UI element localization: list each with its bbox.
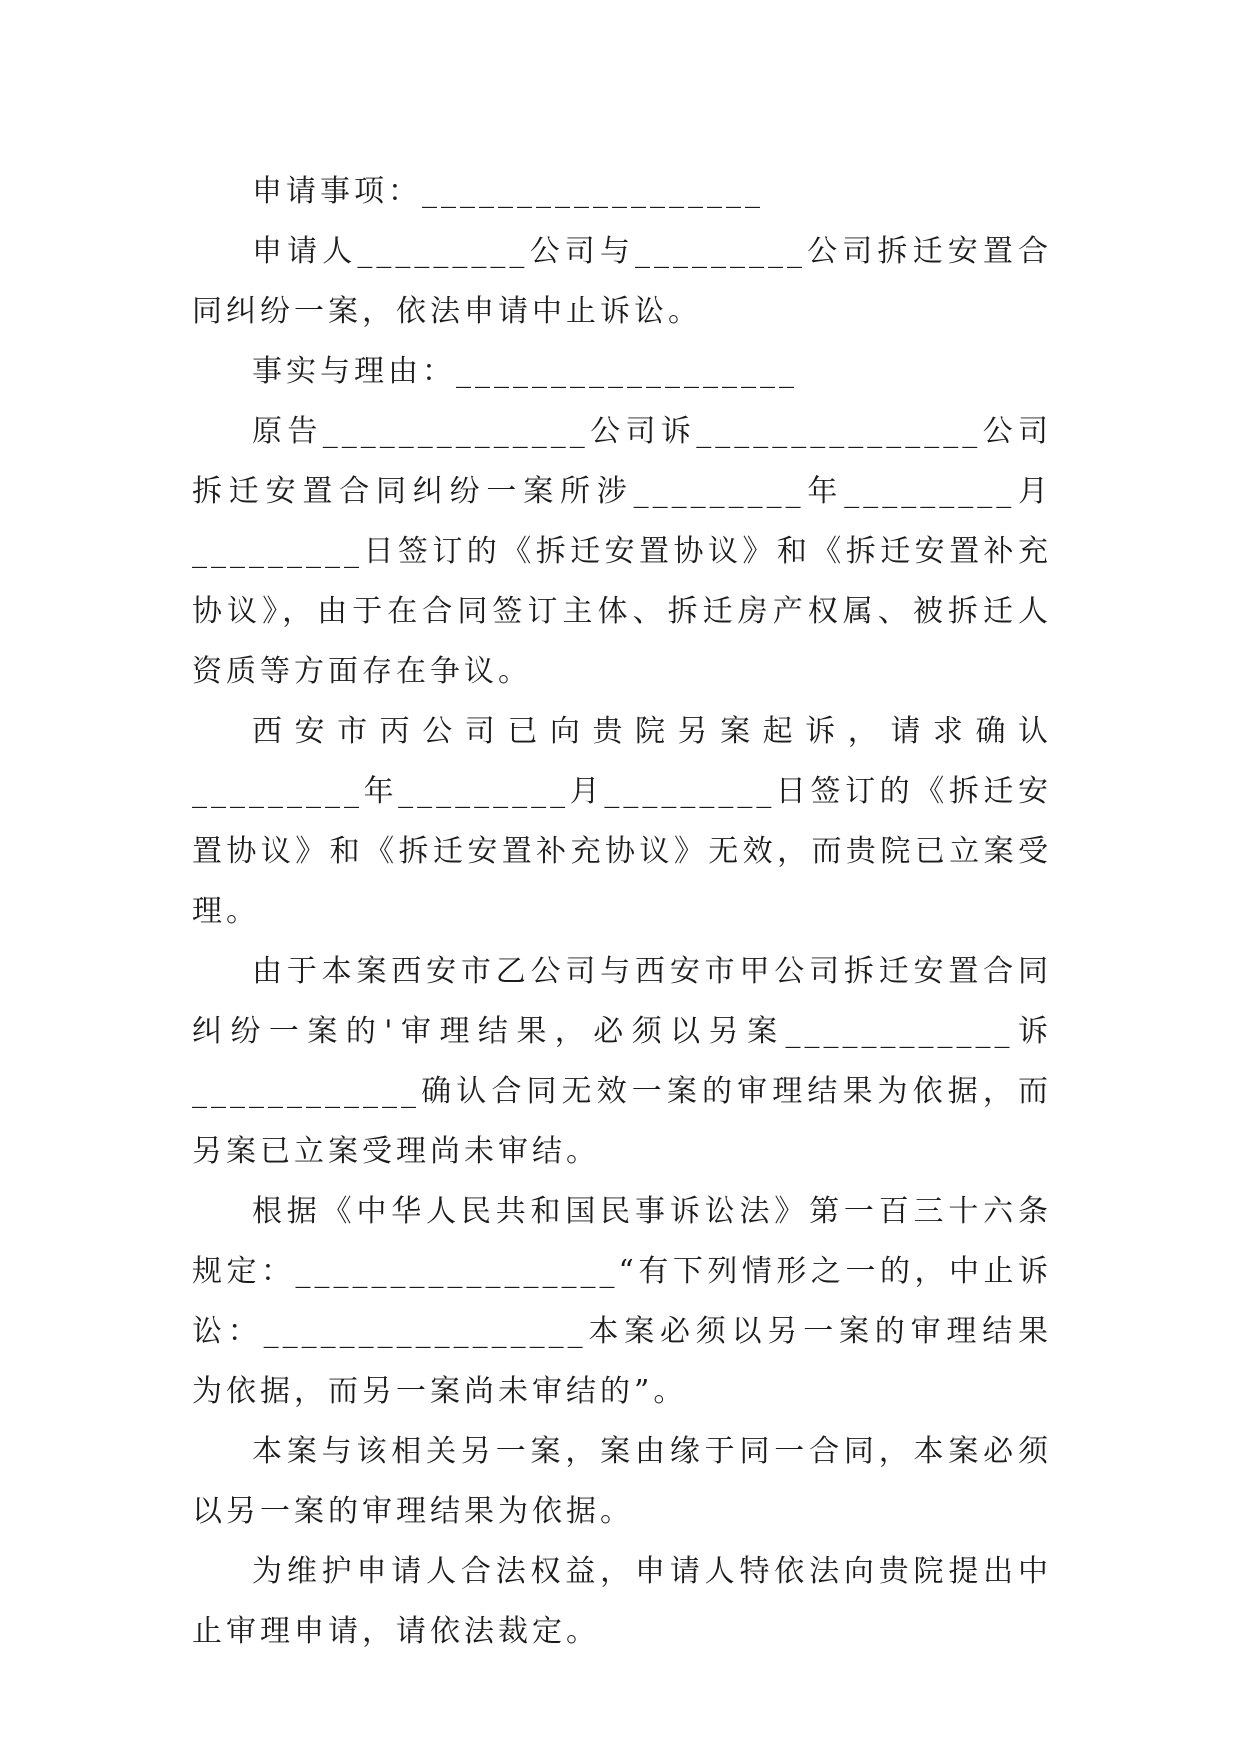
para-law: 根据《中华人民共和国民事诉讼法》第一百三十六条规定：_________________“有下列情形之一的，中止诉讼：_________________本案必须以另一案的审理结果为依据，而另一案尚未审结的”。: [192, 1194, 1052, 1409]
para-because: 由于本案西安市乙公司与西安市甲公司拆迁安置合同纠纷一案的'审理结果，必须以另案____________诉____________确认合同无效一案的审理结果为依据，而另案已立案受理尚未审结。: [192, 954, 1052, 1169]
document-body: [192, 162, 1052, 1662]
para-related-case: 本案与该相关另一案，案由缘于同一合同，本案必须以另一案的审理结果为依据。: [192, 1434, 1052, 1529]
para-request: 为维护申请人合法权益，申请人特依法向贵院提出中止审理申请，请依法裁定。: [192, 1554, 1052, 1649]
heading-facts-reasons: 事实与理由：__________________: [252, 354, 798, 389]
heading-application-matters: 申请事项：__________________: [252, 174, 764, 209]
para-plaintiff: 原告______________公司诉_______________公司拆迁安置合同纠纷一案所涉_________年_________月_________日签订的《拆迁安置协议》和《拆迁安置补充协议》，由于在合同签订主体、拆迁房产权属、被拆迁人资质等方面存在争议。: [192, 414, 1052, 689]
para-applicant: 申请人_________公司与_________公司拆迁安置合同纠纷一案，依法申请中止诉讼。: [192, 234, 1052, 329]
para-xian-bing: 西安市丙公司已向贵院另案起诉，请求确认_________年_________月_________日签订的《拆迁安置协议》和《拆迁安置补充协议》无效，而贵院已立案受理。: [192, 714, 1052, 929]
